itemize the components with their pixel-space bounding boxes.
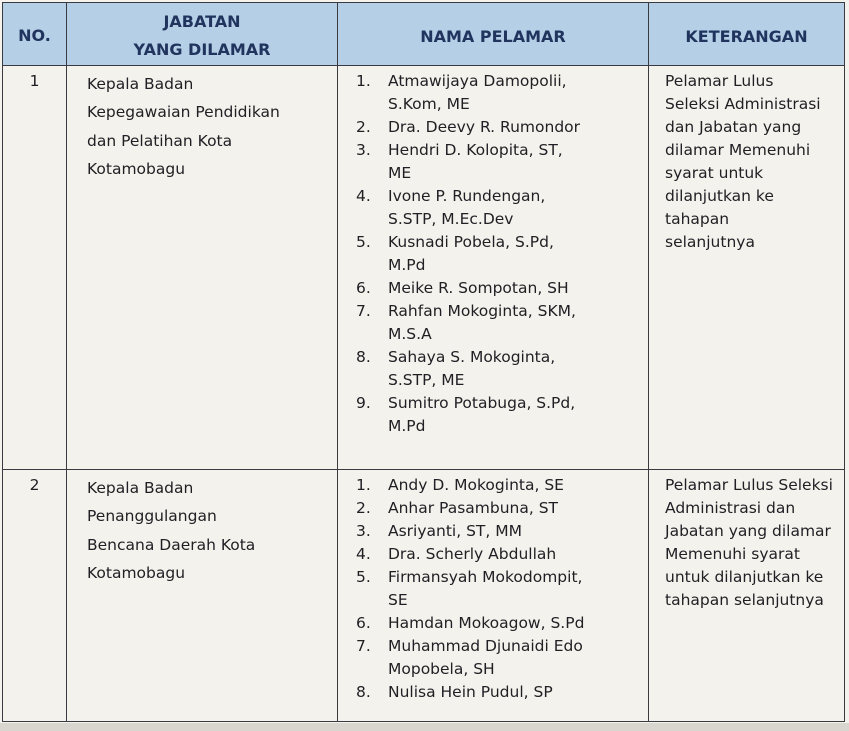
applicant-table [2, 2, 845, 722]
pelamar-name: S.STP, ME [388, 371, 465, 389]
jabatan-line: Kotamobagu [87, 160, 186, 179]
pelamar-name: Mopobela, SH [388, 660, 495, 678]
keterangan-line: Pelamar Lulus Seleksi [665, 476, 833, 494]
jabatan-line: Kepala Badan [87, 479, 194, 497]
list-item [338, 520, 644, 543]
header-jabatan-line2: YANG DILAMAR [133, 40, 271, 59]
jabatan-cell [67, 470, 338, 722]
pelamar-name: Meike R. Sompotan, SH [388, 279, 569, 297]
list-number: 1. [356, 476, 371, 494]
table-row [3, 470, 845, 722]
list-number: 8. [356, 348, 371, 366]
list-item [338, 185, 644, 231]
list-item [338, 635, 644, 681]
list-number: 5. [356, 568, 371, 586]
pelamar-name: Hendri D. Kolopita, ST, [388, 141, 563, 159]
pelamar-name: Atmawijaya Damopolii, [388, 72, 567, 90]
list-number: 4. [356, 545, 371, 563]
keterangan-line: selanjutnya [665, 233, 755, 251]
header-jabatan-line1: JABATAN [163, 11, 241, 31]
keterangan-line: Administrasi dan [665, 499, 796, 517]
header-jabatan [67, 3, 338, 66]
keterangan-line: Pelamar Lulus [665, 72, 774, 90]
list-number: 6. [356, 614, 371, 632]
list-number: 7. [356, 302, 371, 320]
list-item [338, 346, 644, 392]
list-number: 7. [356, 637, 371, 655]
keterangan-line: syarat untuk [665, 164, 764, 182]
pelamar-list [338, 70, 644, 438]
list-number: 2. [356, 118, 371, 136]
pelamar-cell [338, 470, 649, 722]
row-number: 1 [3, 66, 67, 470]
pelamar-cell [338, 66, 649, 470]
keterangan-cell [649, 470, 845, 722]
list-item [338, 277, 644, 300]
list-number: 1. [356, 72, 371, 90]
list-number: 8. [356, 683, 371, 701]
jabatan-line: Kepala Badan [87, 75, 194, 93]
list-item [338, 300, 644, 346]
list-item [338, 70, 644, 116]
list-item [338, 392, 644, 438]
keterangan-line: Seleksi Administrasi [665, 95, 821, 113]
header-nama: NAMA PELAMAR [338, 3, 649, 66]
pelamar-name: Kusnadi Pobela, S.Pd, [388, 233, 554, 251]
list-item [338, 681, 644, 704]
keterangan-line: dilamar Memenuhi [665, 141, 811, 159]
pelamar-name: Rahfan Mokoginta, SKM, [388, 302, 576, 320]
list-number: 4. [356, 187, 371, 205]
jabatan-line: Kepegawaian Pendidikan [87, 103, 280, 122]
keterangan-line: dilanjutkan ke [665, 187, 774, 205]
header-keterangan: KETERANGAN [649, 3, 845, 66]
keterangan-line: Memenuhi syarat [665, 545, 800, 563]
pelamar-name: S.STP, M.Ec.Dev [388, 210, 514, 228]
pelamar-name: Dra. Scherly Abdullah [388, 545, 557, 563]
keterangan-cell [649, 66, 845, 470]
jabatan-line: Bencana Daerah Kota [87, 535, 256, 554]
pelamar-name: S.Kom, ME [388, 95, 470, 113]
pelamar-name: M.S.A [388, 325, 432, 343]
keterangan-line: tahapan [665, 210, 730, 228]
header-no: NO. [3, 3, 67, 66]
pelamar-name: Andy D. Mokoginta, SE [388, 476, 564, 494]
list-item [338, 139, 644, 185]
list-item [338, 566, 644, 612]
pelamar-name: M.Pd [388, 417, 426, 435]
list-number: 5. [356, 233, 371, 251]
pelamar-name: Hamdan Mokoagow, S.Pd [388, 614, 585, 632]
list-item [338, 497, 644, 520]
list-number: 3. [356, 522, 371, 540]
table-header-row [3, 3, 845, 66]
keterangan-line: dan Jabatan yang [665, 118, 802, 136]
list-item [338, 474, 644, 497]
keterangan-line: tahapan selanjutnya [665, 591, 824, 609]
jabatan-line: dan Pelatihan Kota [87, 131, 233, 150]
pelamar-name: Muhammad Djunaidi Edo [388, 637, 583, 655]
row-number: 2 [3, 470, 67, 722]
keterangan-line: Jabatan yang dilamar [665, 522, 831, 540]
pelamar-name: Asriyanti, ST, MM [388, 522, 522, 540]
list-number: 6. [356, 279, 371, 297]
list-number: 3. [356, 141, 371, 159]
table-row [3, 66, 845, 470]
pelamar-name: Ivone P. Rundengan, [388, 187, 546, 205]
pelamar-name: Firmansyah Mokodompit, [388, 568, 583, 586]
list-item [338, 612, 644, 635]
pelamar-name: SE [388, 591, 408, 609]
page-edge-shadow [0, 723, 849, 731]
jabatan-line: Kotamobagu [87, 564, 186, 583]
keterangan-line: untuk dilanjutkan ke [665, 568, 824, 586]
jabatan-cell [67, 66, 338, 470]
list-item [338, 231, 644, 277]
pelamar-name: Anhar Pasambuna, ST [388, 499, 559, 517]
list-number: 2. [356, 499, 371, 517]
list-item [338, 116, 644, 139]
pelamar-name: Sahaya S. Mokoginta, [388, 348, 556, 366]
pelamar-name: Dra. Deevy R. Rumondor [388, 118, 581, 136]
pelamar-list [338, 474, 644, 704]
jabatan-line: Penanggulangan [87, 507, 217, 526]
pelamar-name: ME [388, 164, 412, 182]
list-number: 9. [356, 394, 371, 412]
pelamar-name: Nulisa Hein Pudul, SP [388, 683, 553, 701]
list-item [338, 543, 644, 566]
pelamar-name: Sumitro Potabuga, S.Pd, [388, 394, 576, 412]
pelamar-name: M.Pd [388, 256, 426, 274]
